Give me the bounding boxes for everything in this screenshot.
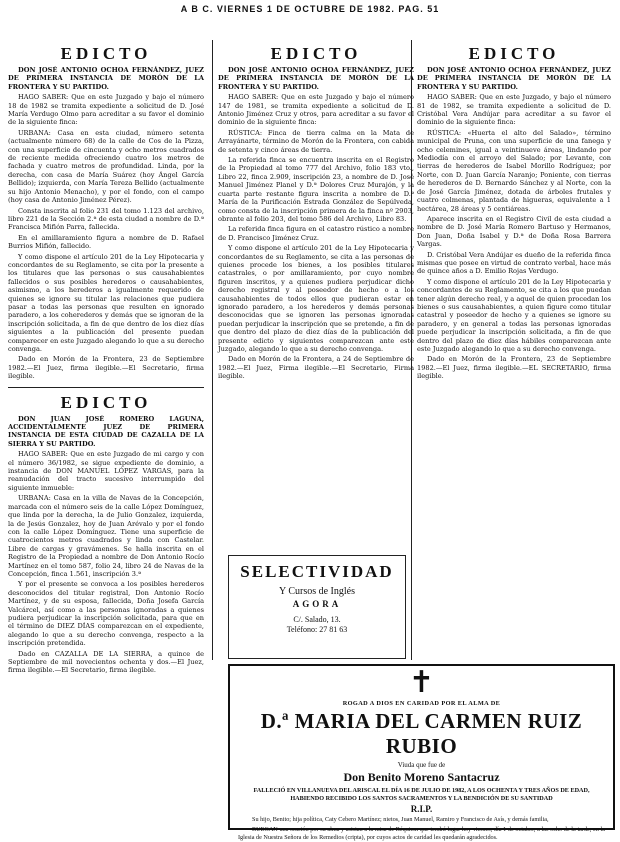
edict-paragraph: Consta inscrita al folio 231 del tomo 1.123 del archivo, libro 221 de la Sección 2.ª de esta ciudad a nombre de D.ª Francisca Mifión Parra, fallecida. — [8, 206, 204, 232]
edict-signature: Dado en Morón de la Frontera, a 24 de Septiembre de 1982.—El Juez, Firma ilegible.—El Secretario, Firma ilegible. — [218, 355, 414, 381]
edict-heading: EDICTO — [60, 44, 152, 63]
obituary-viuda: Viuda que fue de — [397, 761, 446, 769]
ad-title: SELECTIVIDAD — [240, 562, 394, 581]
column-3 — [417, 44, 611, 387]
ad-address: C/. Salado, 13. — [293, 615, 341, 624]
edict-paragraph: En el amillaramiento figura a nombre de D. Rafael Burrios Mifión, fallecido. — [8, 233, 204, 251]
edict-heading: EDICTO — [60, 392, 152, 412]
cross-icon: ✝ — [408, 666, 435, 699]
edict-paragraph: Y como dispone el artículo 201 de la Ley Hipotecaria y concordantes de su Reglamento, se cita a los que puedan tener algún derecho real, y a aquel de quien procedan los bienes o sus causahabientes, a quien figure como titular catastral y poseedor de hecho y a quienes se ignore su paradero, y en general a todas las personas ignoradas puede perjudicar la inscripción solicitada, a fin de que dentro del plazo de diez días hábiles comparezcan ante este Juzgado alegando lo que a su derecho convenga. — [417, 277, 611, 353]
obituary-notice — [228, 664, 615, 841]
edict-paragraph: Y como dispone el artículo 201 de la Ley Hipotecaria y concordantes de su Reglamento, se cita por la presente a los titulares que las personas o sus causahabientes fallecidos o sus posibles herederos o causahabientes, asimismo, a los herederos a igualmente requerido de quienes se ignore su titular las relaciones que pudiera pasar a todas las personas que resulten en ignorado paradero, a los coherederos y demás que se ignoran de la inscripción solicitada, a fin de que dentro de los diez días siguientes a la publicación del presente puedan comparecer en este Juzgado alegando lo que a su derecho convenga. — [8, 252, 204, 353]
divider — [8, 387, 204, 388]
column-1 — [8, 44, 204, 681]
edict-title: DON JOSÉ ANTONIO OCHOA FERNÁNDEZ, JUEZ DE PRIMERA INSTANCIA DE MORÓN DE LA FRONTERA Y SU PARTIDO. — [218, 66, 414, 91]
obituary-rip: R.I.P. — [410, 804, 433, 814]
obituary-fallecio: FALLECIÓ EN VILLANUEVA DEL ARISCAL EL DÍA 16 DE JULIO DE 1982, A LOS OCHENTA Y TRES AÑOS DE EDAD, HABIENDO RECIBIDO LOS SANTOS SACRAMENTOS Y LA BENDICIÓN DE SU SANTIDAD — [253, 787, 590, 802]
edict-title: DON JUAN JOSÉ ROMERO LAGUNA, ACCIDENTALMENTE JUEZ DE PRIMERA INSTANCIA DE ESTA CIUDAD DE CAZALLA DE LA SIERRA Y SU PARTIDO. — [8, 414, 204, 448]
edict-signature: Dado en CAZALLA DE LA SIERRA, a quince de Septiembre de mil novecientos ochenta y dos.—El Juez, firma ilegible.—El Secretario, firma ilegible. — [8, 649, 204, 675]
edict-paragraph: Y por el presente se convoca a los posibles herederos desconocidos del titular registral, Don Antonio Rocío Martínez, y de su esposa, fallecida, Doña Josefa García Valcárcel, así como a las personas ignoradas a quienes pudiera perjudicar la inscripción solicitada, para que en el término de DIEZ DÍAS comparezcan en el expediente, alegando lo que a su derecho convenga, respecto a la inscripción pretendida. — [8, 580, 204, 648]
edict-paragraph: HAGO SABER: Que en este Juzgado y bajo el número 18 de 1982 se tramita expediente a solicitud de D. José María Verdugo Olmo para acreditar a su favor el dominio de la siguiente finca: — [8, 93, 204, 127]
edict-heading: EDICTO — [270, 44, 362, 63]
ad-subtitle: Y Cursos de Inglés — [278, 586, 355, 597]
edict-paragraph: D. Cristóbal Vera Andújar es dueño de la referida finca mismas que posee en virtud de contrato verbal, hace más de quince años a D. Emilio Rojas Verdugo. — [417, 250, 611, 276]
ad-phone: Teléfono: 27 81 63 — [286, 625, 348, 634]
column-2 — [218, 44, 414, 387]
edict-paragraph: HAGO SABER: Que en este Juzgado y bajo el número 147 de 1981, se tramita expediente a solicitud de D. Antonio Jiménez Cruz y otros, para acreditar a su favor el dominio de la siguiente finca: — [218, 93, 414, 127]
obituary-ruego: ROGAD A DIOS EN CARIDAD POR EL ALMA DE — [342, 700, 501, 707]
edict-paragraph: La referida finca se encuentra inscrita en el Registro de la Propiedad al tomo 777 del Archivo, folio 183 vto., Libro 22, finca 2.909, inscripción 23, a nombre de D. José Manuel Jiménez Planel y D.ª Dolores Cruz Murajón, y la cuarta parte restante figura inscrita a nombre de D.ª María de la Purificación Estrada González de Sepúlveda, como consta de la inscripción primera de la finca nº 2903, obrante al folio 203, del tomo 586 del Archivo, Libro 83. — [218, 156, 414, 223]
edict-title: DON JOSÉ ANTONIO OCHOA FERNÁNDEZ, JUEZ DE PRIMERA INSTANCIA DE MORÓN DE LA FRONTERA Y SU PARTIDO. — [417, 66, 611, 91]
selectividad-ad — [228, 555, 406, 659]
page-header: A B C. VIERNES 1 DE OCTUBRE DE 1982. PAG. 51 — [180, 4, 440, 14]
edict-paragraph: URBANA: Casa en la villa de Navas de la Concepción, marcada con el número seis de la calle López Domínguez, que linda por la derecha, la de Julio Gonzalez, izquierda, la de Jesús Gonzalez, hoy de Juan Arévalo y por el fondo con la calle López Domínguez. Tiene una superficie de cuatrocientos metros cuadrados y linda con Castelar. Libre de cargas y gravámenes. Se halla inscrita en el Registro de la Propiedad a nombre de Don Antonio Rocío Martínez en el tomo 587, folio 24, libro 24 de Navas de la Concepción, finca 1.561, inscripción 3.ª — [8, 494, 204, 578]
edict-title: DON JOSÉ ANTONIO OCHOA FERNÁNDEZ, JUEZ DE PRIMERA INSTANCIA DE MORÓN DE LA FRONTERA Y SU PARTIDO. — [8, 66, 204, 91]
edict-paragraph: HAGO SABER: Que en este Juzgado de mi cargo y con el número 36/1982, se sigue expediente de dominio, a instancia de DON MANUEL LÓPEZ VARGAS, para la reanudación del tracto sucesivo interrumpido del siguiente inmueble: — [8, 450, 204, 492]
edict-paragraph: La referida finca figura en el catastro rústico a nombre de D. Francisco Jiménez Cruz. — [218, 225, 414, 242]
obituary-ruegan: RUEGAN una oración por su alma y asistan a la misa de Réquiem que tendrá lugar hoy viernes, día 1 de octubre, a las ocho de la tarde, en la Iglesia de Nuestra Señora de los Remedios (cripta), por cuyos actos de caridad les quedarán agradecidos. — [238, 826, 605, 841]
edict-signature: Dado en Morón de la Frontera, 23 de Septiembre 1982.—El Juez, firma ilegible.—EL SECRETARIO, firma ilegible. — [417, 355, 611, 381]
edict-paragraph: RÚSTICA: Finca de tierra calma en la Mata de Arrayánarte, término de Morón de la Frontera, con cabida de setenta y cinco áreas de tierra. — [218, 128, 414, 154]
edict-paragraph: Aparece inscrita en el Registro Civil de esta ciudad a nombre de D. José María Romero Bartuso y Hermanos, Don Juan, Doña Isabel y D.ª de Doña Rosa Barrera Vargas. — [417, 214, 611, 249]
obituary-family: Su hijo, Benito; hija política, Caty Cebero Martínez; nietos, Juan Manuel, Ramiro y Francisco de Asís, y demás familia, — [252, 816, 549, 823]
edict-heading: EDICTO — [468, 44, 560, 63]
edict-paragraph: HAGO SABER: Que en este Juzgado, y bajo el número 81 de 1982, se tramita expediente a solicitud de D. Cristóbal Vera Andújar para acreditar a su favor el dominio de la siguiente finca: — [417, 93, 611, 127]
edict-paragraph: URBANA: Casa en esta ciudad, número setenta (actualmente número 68) de la calle de Cos de la Pizza, con una superficie de cincuenta y ocho metros cuadrados de reciente medida ofreciendo cuatro los metros de fachada y cuatro metros de profundidad. Linda, por la derecha, con casa de María Suárez (hoy Ángel García Bellido); izquierda, con María Tereza Bellido (actualmente su hijo Antonio Menacho), y por el fondo, con el campo (hoy casa de Antonio Jiménez Pérez). — [8, 128, 204, 205]
spouse-name: Don Benito Moreno Santacruz — [343, 770, 500, 784]
deceased-name: D.ª MARIA DEL CARMEN RUIZ RUBIO — [260, 709, 583, 758]
edict-signature: Dado en Morón de la Frontera, 23 de Septiembre 1982.—El Juez, firma ilegible.—El Secretario, firma ilegible. — [8, 355, 204, 381]
edict-paragraph: RÚSTICA: «Huerta el alto del Salado», término municipal de Pruna, con una superficie de una fanega y ocho celemines, igual a veintinueve áreas, lindando por Mediodía con el arroyo del Salado; por Levante, con tierras de herederos de Isabel Morillo Rodríguez; por Norte, con D. Juan García Naranjo; Poniente, con tierras de herederos de D. Bernardo Sánchez y al Norte, con la de José García Jiménez, dotada de árboles frutales y cuatro colmenas, plantada de higueras, equivalente a 1 hectárea, 28 áreas y 5 centiáreas. — [417, 128, 611, 213]
edict-paragraph: Y como dispone el artículo 201 de la Ley Hipotecaria y concordantes de su Reglamento, se cita a las personas de quienes procede los bienes, a los posibles titulares catastrales, o por amillaramiento, por cuyo nombre figuren inscritos, y a quienes pudiera perjudicar dicho derecho registral y al poseedor de hecho o a los causahabientes de todos ellos que pudieran estar en ignorado paradero, a los herederos y demás personas desconocidas que se ignoren las personas ignoradas puedan perjudicar la inscripción que se pretende, a fin de que dentro del plazo de diez días de la publicación del presente edicto y siguientes comparezcan ante este Juzgado, alegando lo que a su derecho convenga. — [218, 244, 414, 353]
ad-brand: AGORA — [292, 599, 342, 609]
column-rule — [212, 40, 213, 660]
